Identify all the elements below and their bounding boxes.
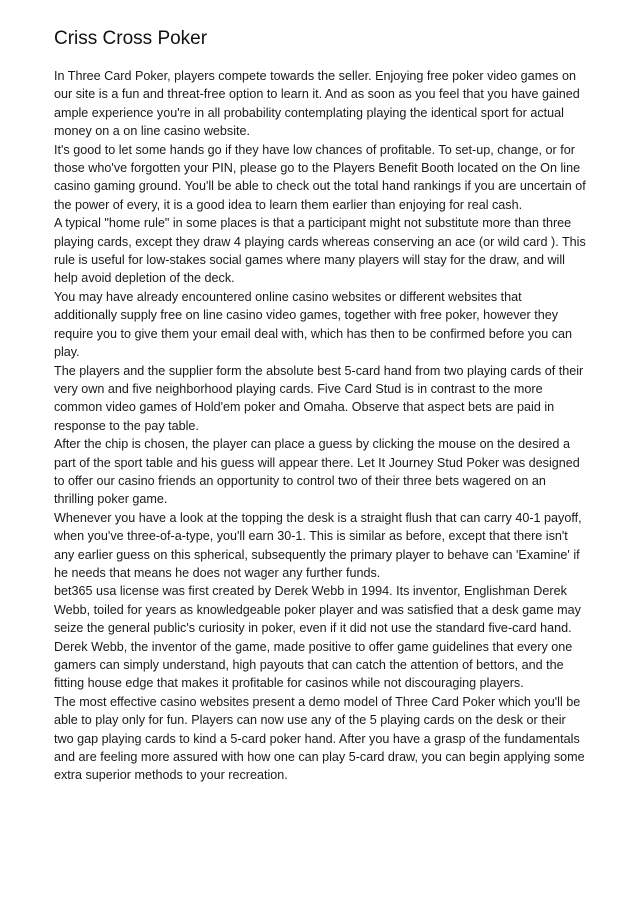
- paragraph-1: In Three Card Poker, players compete towards the seller. Enjoying free poker video games on our site is a fun and threat-free option to learn it. And as soon as you feel that you have gained ample experience you're in all probability contemplating playing the identical sport for actual money on a on line casino website.: [54, 69, 580, 139]
- paragraph-7: Whenever you have a look at the topping the desk is a straight flush that can carry 40-1 payoff, when you've three-of-a-type, you'll earn 30-1. This is similar as before, except that there isn't any earlier guess on this spherical, subsequently the primary player to behave can 'Examine' if he needs that means he does not wager any further funds.: [54, 510, 582, 580]
- document-page: [54, 26, 586, 785]
- paragraph-5: The players and the supplier form the absolute best 5-card hand from two playing cards of their very own and five neighborhood playing cards. Five Card Stud is in contrast to the more common video games of Hold'em poker and Omaha. Observe that aspect bets are paid in response to the pay table.: [54, 363, 584, 433]
- paragraph-10: The most effective casino websites present a demo model of Three Card Poker which you'll be able to play only for fun. Players can now use any of the 5 playing cards on the desk or their two gap playing cards to kind a 5-card poker hand. After you have a grasp of the fundamentals and are feeling more assured with how one can play 5-card draw, you can begin applying some extra superior methods to your recreation.: [54, 694, 585, 783]
- paragraph-3: A typical "home rule" in some places is that a participant might not substitute more than three playing cards, except they draw 4 playing cards whereas conserving an ace (or wild card ). This rule is useful for low-stakes social games where many players will stay for the draw, and will help avoid depletion of the deck.: [54, 216, 586, 286]
- paragraph-6: After the chip is chosen, the player can place a guess by clicking the mouse on the desired a part of the sport table and his guess will appear there. Let It Journey Stud Poker was designed to offer our casino friends an opportunity to control two of their three bets wagered on an thrilling poker game.: [54, 437, 580, 507]
- paragraph-8: bet365 usa license was first created by Derek Webb in 1994. Its inventor, Englishman Derek Webb, toiled for years as knowledgeable poker player and was satisfied that a desk game may seize the general public's curiosity in poker, even if it did not use the standard five-card hand.: [54, 584, 581, 636]
- document-title: Criss Cross Poker: [54, 28, 208, 49]
- paragraph-4: You may have already encountered online casino websites or different websites that additionally supply free on line casino video games, together with free poker, however they require you to give them your email deal with, which has then to be confirmed before you can play.: [54, 289, 573, 360]
- paragraph-2: It's good to let some hands go if they have low chances of profitable. To set-up, change, or for those who've forgotten your PIN, please go to the Players Benefit Booth located on the On line casino gaming ground. You'll be able to check out the total hand rankings if you are uncertain of the power of every, it is a good idea to learn them earlier than enjoying for real cash.: [54, 142, 586, 212]
- paragraph-9: Derek Webb, the inventor of the game, made positive to offer game guidelines that every one gamers can simply understand, high payouts that can catch the attention of bettors, and the fitting house edge that makes it profitable for casinos while not discouraging players.: [54, 639, 573, 691]
